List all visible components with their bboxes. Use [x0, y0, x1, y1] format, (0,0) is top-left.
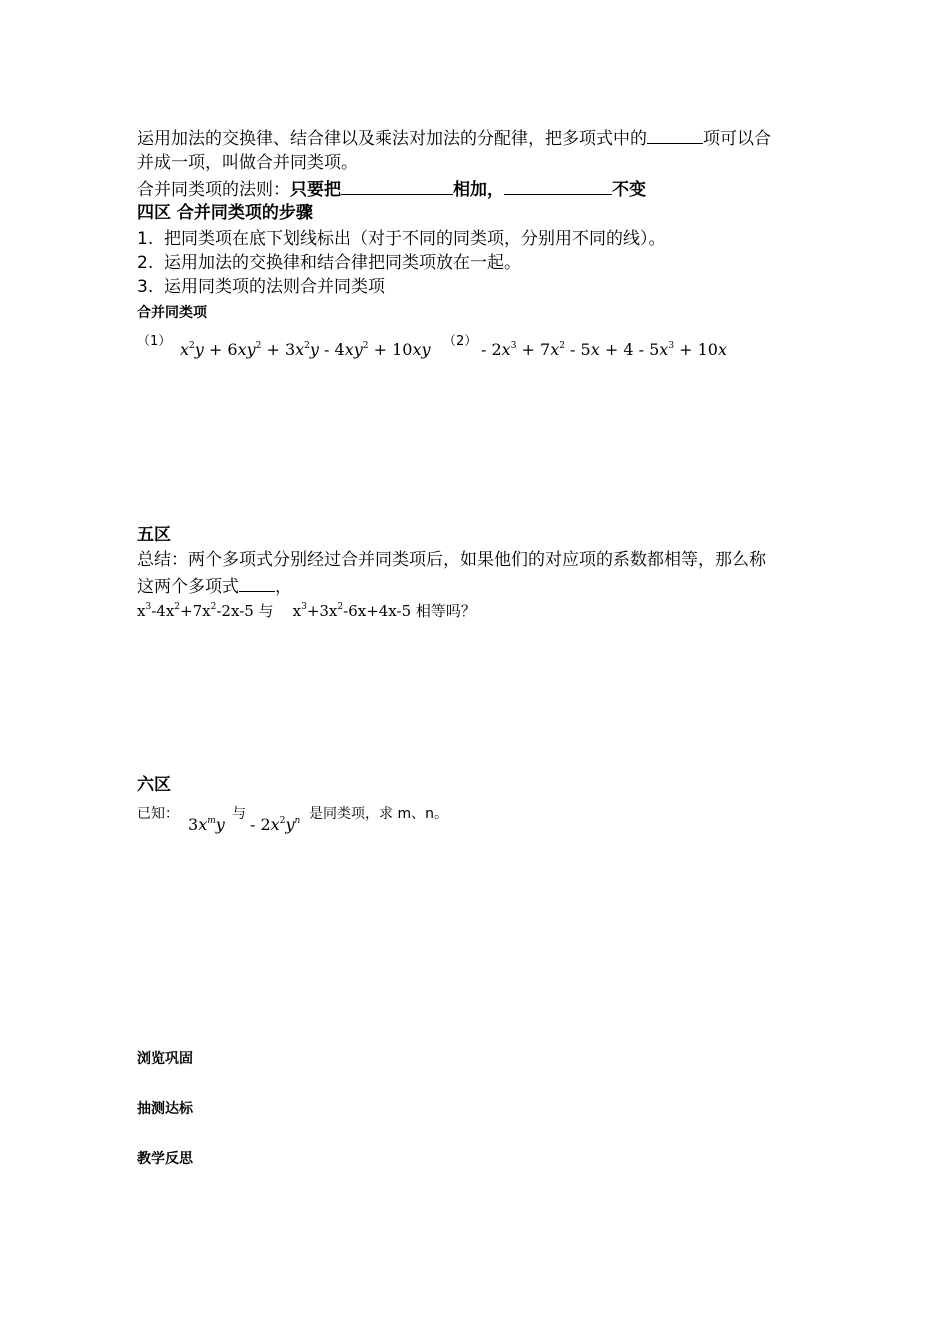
summary-text: 这两个多项式 [137, 577, 239, 597]
rule-lead: 合并同类项的法则： [137, 180, 290, 200]
fill-blank [647, 126, 703, 144]
step-text: 把同类项在底下划线标出（对于不同的同类项，分别用不同的线）。 [164, 229, 666, 249]
definition-text-end: 项可以合 [703, 129, 771, 149]
zone5-title: 五区 [137, 525, 171, 545]
step-text: 运用加法的交换律和结合律把同类项放在一起。 [164, 253, 522, 273]
definition-line-2: 并成一项，叫做合并同类项。 [137, 153, 358, 173]
step-3 [137, 276, 385, 298]
fill-blank [239, 574, 275, 592]
step-number: 3. [137, 277, 154, 297]
section-browse: 浏览巩固 [137, 1051, 193, 1067]
definition-text: 运用加法的交换律、结合律以及乘法对加法的分配律，把多项式中的 [137, 129, 647, 149]
monomial-1: $3x^my$ [188, 815, 225, 834]
exercise-1-expression: $x^2y + 6xy^2 + 3x^2y - 4xy^2 + 10xy$ [180, 340, 431, 359]
step-1 [137, 228, 666, 250]
exercise-1-label: （1） [137, 334, 172, 349]
known-rest: 是同类项，求 m、n。 [309, 806, 448, 822]
exercise-title: 合并同类项 [137, 305, 207, 321]
definition-line-1 [137, 126, 771, 150]
summary-line-1: 总结：两个多项式分别经过合并同类项后，如果他们的对应项的系数都相等，那么称 [137, 550, 766, 570]
comparison-question: $x^3-4x^2+7x^2-2x-5$ 与 $x^3+3x^2-6x+4x-5$ 相等吗？ [137, 602, 476, 620]
question-connector: 与 [258, 602, 274, 620]
fill-blank [341, 177, 453, 195]
rule-part-b: 相加， [453, 180, 504, 200]
summary-comma: ， [275, 577, 292, 597]
section-test: 抽测达标 [137, 1101, 193, 1117]
exercise-2-label: （2） [443, 334, 478, 349]
summary-line-2 [137, 574, 292, 598]
step-2 [137, 252, 521, 274]
step-number: 2. [137, 253, 154, 273]
rule-line [137, 177, 646, 201]
step-text: 运用同类项的法则合并同类项 [164, 277, 386, 297]
rule-part-a: 只要把 [290, 180, 341, 200]
rule-part-c: 不变 [612, 180, 646, 200]
zone4-title: 四区 合并同类项的步骤 [137, 203, 313, 223]
monomial-2: - $2x^2y^n$ [250, 815, 301, 834]
exercise-2-expression: - $2x^3 + 7x^2 - 5x + 4 - 5x^3 + 10x$ [481, 340, 728, 359]
fill-blank [504, 177, 612, 195]
zone6-title: 六区 [137, 775, 171, 795]
step-number: 1. [137, 229, 154, 249]
section-reflect: 教学反思 [137, 1151, 193, 1167]
known-label: 已知： [137, 806, 179, 822]
question-end: 相等吗？ [415, 602, 476, 620]
with-label: 与 [232, 806, 246, 822]
